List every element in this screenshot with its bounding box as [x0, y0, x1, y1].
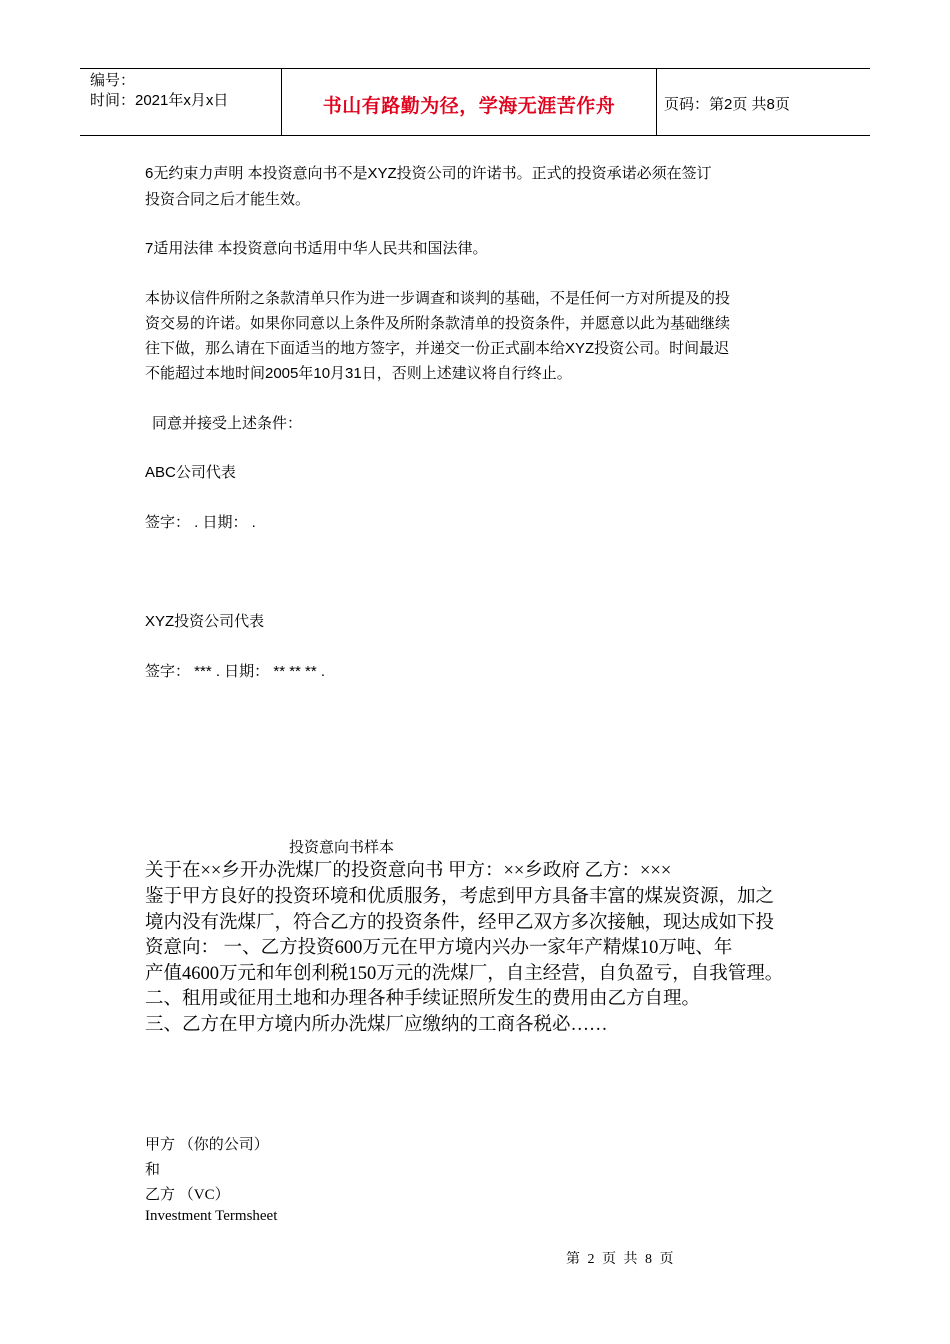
header-meta	[90, 71, 228, 111]
header-table	[80, 68, 870, 136]
paragraph-line: 不能超过本地时间2005年10月31日，否则上述建议将自行终止。	[145, 365, 572, 382]
party-a: 甲方 （你的公司）	[145, 1137, 269, 1153]
xyz-representative: XYZ投资公司代表	[145, 613, 265, 630]
header-divider	[656, 69, 657, 135]
sample-line: 资意向： 一、乙方投资600万元在甲方境内兴办一家年产精煤10万吨、年	[145, 938, 733, 958]
abc-representative: ABC公司代表	[145, 464, 236, 481]
time-label: 时间：2021年x月x日	[90, 92, 229, 109]
clause-6-line-2: 投资合同之后才能生效。	[145, 191, 311, 208]
sample-line: 产值4600万元和年创利税150万元的洗煤厂，自主经营，自负盈亏，自我管理。	[145, 964, 784, 984]
party-and: 和	[145, 1162, 161, 1178]
sample-line: 鉴于甲方良好的投资环境和优质服务，考虑到甲方具备丰富的煤炭资源，加之	[145, 887, 775, 907]
sample-line: 三、乙方在甲方境内所办洗煤厂应缴纳的工商各税必……	[145, 1015, 608, 1035]
sample-line: 境内没有洗煤厂，符合乙方的投资条件，经甲乙双方多次接触，现达成如下投	[145, 913, 775, 933]
termsheet-title: Investment Termsheet	[145, 1208, 278, 1224]
agree-statement: 同意并接受上述条件：	[152, 415, 303, 432]
paragraph-line: 资交易的许诺。如果你同意以上条件及所附条款清单的投资条件，并愿意以此为基础继续	[145, 315, 731, 332]
clause-7: 7适用法律 本投资意向书适用中华人民共和国法律。	[145, 240, 488, 257]
paragraph-line: 往下做，那么请在下面适当的地方签字，并递交一份正式副本给XYZ投资公司。时间最迟	[145, 340, 730, 357]
paragraph-line: 本协议信件所附之条款清单只作为进一步调查和谈判的基础，不是任何一方对所提及的投	[145, 290, 731, 307]
sample-line: 二、租用或征用土地和办理各种手续证照所发生的费用由乙方自理。	[145, 989, 701, 1009]
clause-6-line-1: 6无约束力声明 本投资意向书不是XYZ投资公司的许诺书。正式的投资承诺必须在签订	[145, 165, 712, 182]
number-label: 编号：	[90, 72, 136, 89]
header-motto: 书山有路勤为径，学海无涯苦作舟	[322, 96, 616, 117]
abc-signature-date: 签字： . 日期： .	[145, 514, 256, 531]
page-footer: 第 2 页 共 8 页	[566, 1252, 674, 1267]
sample-title: 投资意向书样本	[289, 840, 395, 856]
xyz-signature-date: 签字： *** . 日期： ** ** ** .	[145, 663, 326, 680]
sample-line: 关于在××乡开办洗煤厂的投资意向书 甲方：××乡政府 乙方：×××	[145, 861, 672, 881]
header-page-info: 页码：第2页 共8页	[664, 96, 790, 113]
party-b: 乙方 （VC）	[145, 1187, 230, 1203]
